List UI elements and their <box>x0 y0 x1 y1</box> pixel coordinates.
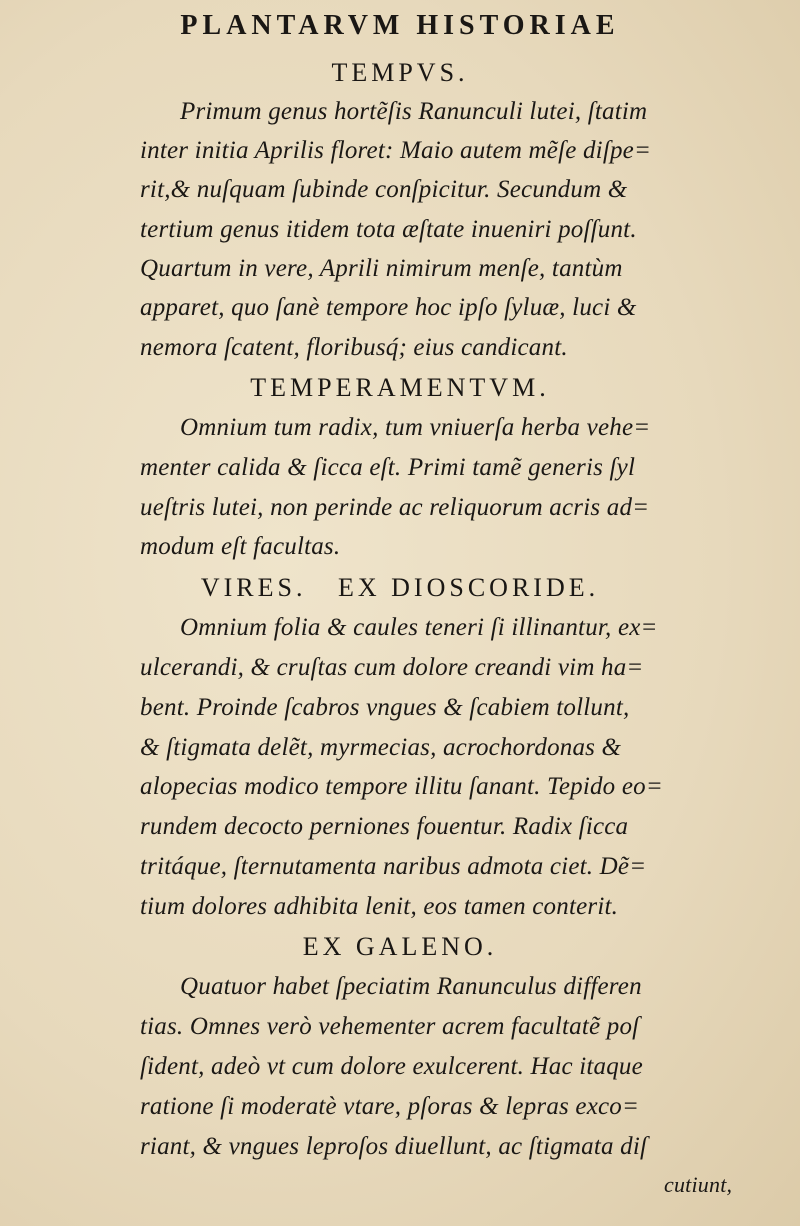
text-line: & ſtigmata delẽt, myrmecias, acrochordonas & <box>140 734 622 761</box>
section-heading-temperamentum: TEMPERAMENTVM. <box>250 373 550 402</box>
running-title: PLANTARVM HISTORIAE <box>180 10 620 41</box>
text-line: riant, & vngues leproſos diuellunt, ac ſtigmata diſ <box>140 1133 648 1160</box>
text-line: Quatuor habet ſpeciatim Ranunculus differen <box>180 973 642 1000</box>
text-line: menter calida & ſicca eſt. Primi tamẽ generis ſyl <box>140 454 636 481</box>
text-line: ratione ſi moderatè vtare, pſoras & lepras exco= <box>140 1093 640 1120</box>
text-line: modum eſt facultas. <box>140 533 341 560</box>
text-line: Primum genus hortẽſis Ranunculi lutei, ſtatim <box>180 98 648 125</box>
catchword: cutiunt, <box>664 1172 733 1197</box>
text-line: ſident, adeò vt cum dolore exulcerent. Hac itaque <box>140 1053 643 1080</box>
text-line: bent. Proinde ſcabros vngues & ſcabiem tollunt, <box>140 694 630 721</box>
text-line: alopecias modico tempore illitu ſanant. Tepido eo= <box>140 773 663 800</box>
section-heading-vires: VIRES. EX DIOSCORIDE. <box>200 573 600 602</box>
text-line: apparet, quo ſanè tempore hoc ipſo ſyluæ, luci & <box>140 294 637 321</box>
text-line: rit,& nuſquam ſubinde conſpicitur. Secundum & <box>140 176 628 203</box>
text-line: tritáque, ſternutamenta naribus admota ciet. Dẽ= <box>140 853 647 880</box>
section-heading-ex-galeno: EX GALENO. <box>302 932 498 961</box>
section-heading-tempus: TEMPVS. <box>331 58 469 87</box>
text-line: tium dolores adhibita lenit, eos tamen conterit. <box>140 893 619 920</box>
text-line: tertium genus itidem tota æſtate inueniri poſſunt. <box>140 216 637 243</box>
text-line: nemora ſcatent, floribusq́; eius candicant. <box>140 334 568 361</box>
text-line: tias. Omnes verò vehementer acrem facultatẽ poſ <box>140 1013 640 1040</box>
text-line: ueſtris lutei, non perinde ac reliquorum acris ad= <box>140 494 650 521</box>
text-line: rundem decocto perniones fouentur. Radix ſicca <box>140 813 629 840</box>
text-line: Omnium folia & caules teneri ſi illinantur, ex= <box>180 614 658 641</box>
text-line: Omnium tum radix, tum vniuerſa herba vehe= <box>180 414 651 441</box>
text-line: Quartum in vere, Aprili nimirum menſe, tantùm <box>140 255 623 282</box>
text-line: ulcerandi, & cruſtas cum dolore creandi vim ha= <box>140 654 644 681</box>
text-line: inter initia Aprilis floret: Maio autem mẽſe diſpe= <box>140 137 652 164</box>
